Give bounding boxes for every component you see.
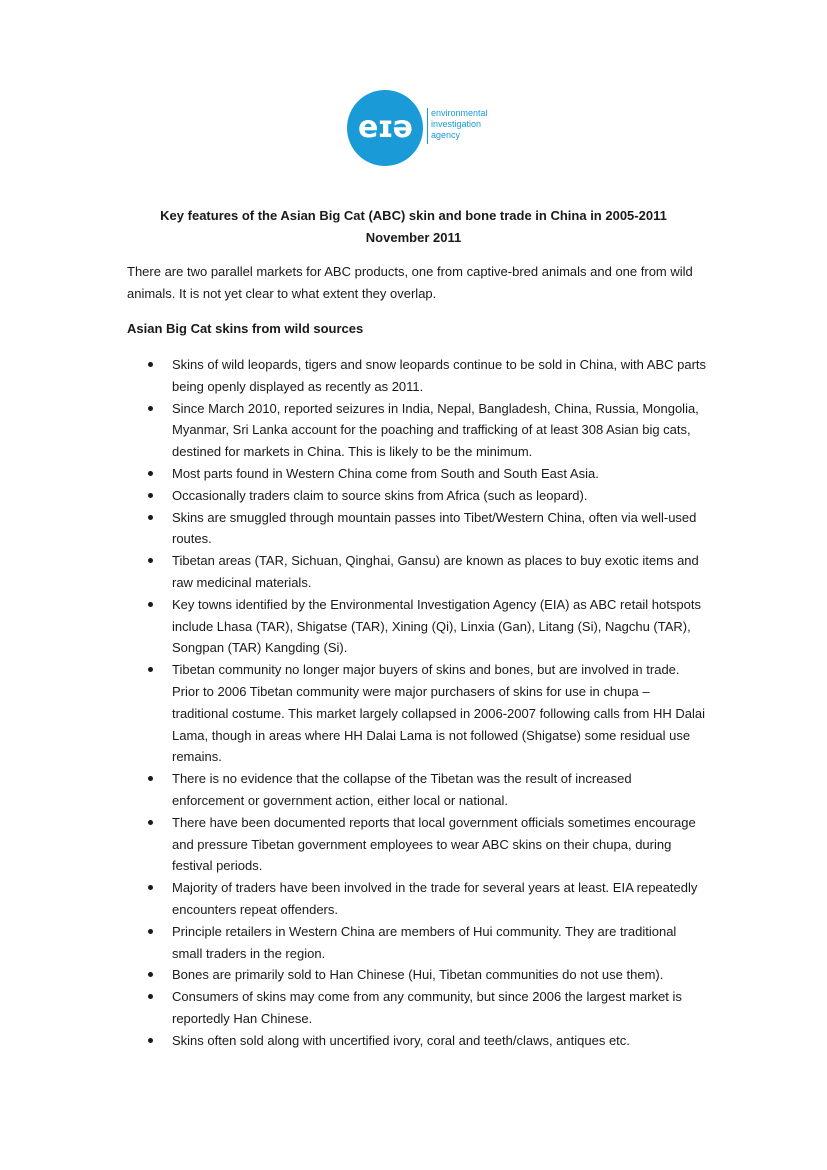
logo-line-2: investigation	[431, 119, 482, 129]
bullet-icon	[148, 994, 153, 999]
bullet-icon	[148, 515, 153, 520]
bullet-list	[127, 354, 707, 1052]
list-item-text: There have been documented reports that local government officials sometimes encourage and pressure Tibetan government employees to wear ABC skins on their chupa, during festival periods.	[172, 814, 696, 874]
bullet-icon	[148, 885, 153, 890]
list-item	[127, 877, 707, 921]
bullet-icon	[148, 362, 153, 367]
list-item-text: Key towns identified by the Environmental Investigation Agency (EIA) as ABC retail hotspots include Lhasa (TAR), Shigatse (TAR), Xining (Qi), Linxia (Gan), Litang (Si), Nagchu (TAR), Songpan (TAR) Kangding (Si).	[172, 596, 701, 656]
list-item-text: There is no evidence that the collapse of the Tibetan was the result of increased enforcement or government action, either local or national.	[172, 771, 632, 808]
list-item-text: Bones are primarily sold to Han Chinese (Hui, Tibetan communities do not use them).	[172, 967, 664, 983]
list-item-text: Tibetan community no longer major buyers of skins and bones, but are involved in trade. Prior to 2006 Tibetan community were major purchasers of skins for use in chupa – traditional costume. This market largely collapsed in 2006-2007 following calls from HH Dalai Lama, though in areas where HH Dalai Lama is not followed (Shigatse) some residual use remains.	[172, 662, 706, 765]
list-item-text: Skins of wild leopards, tigers and snow leopards continue to be sold in China, with ABC parts being openly displayed as recently as 2011.	[172, 357, 707, 394]
list-item-text: Consumers of skins may come from any community, but since 2006 the largest market is reportedly Han Chinese.	[172, 989, 682, 1026]
bullet-icon	[148, 1038, 153, 1043]
list-item	[127, 659, 707, 768]
list-item	[127, 964, 707, 986]
bullet-icon	[148, 602, 153, 607]
logo-divider	[427, 108, 428, 144]
section-heading: Asian Big Cat skins from wild sources	[127, 321, 364, 336]
document-title: Key features of the Asian Big Cat (ABC) skin and bone trade in China in 2005-2011	[160, 208, 667, 223]
list-item	[127, 986, 707, 1030]
eia-logo-mark: eɪə	[347, 90, 423, 166]
logo-line-3: agency	[431, 130, 461, 140]
bullet-icon	[148, 406, 153, 411]
list-item	[127, 768, 707, 812]
list-item	[127, 1030, 707, 1052]
list-item	[127, 507, 707, 551]
bullet-icon	[148, 471, 153, 476]
list-item-text: Skins are smuggled through mountain passes into Tibet/Western China, often via well-used routes.	[172, 509, 697, 547]
list-item-text: Principle retailers in Western China are members of Hui community. They are traditional small traders in the region.	[172, 923, 677, 961]
list-item	[127, 398, 707, 463]
bullet-icon	[148, 820, 153, 825]
list-item	[127, 812, 707, 877]
list-item-text: Since March 2010, reported seizures in India, Nepal, Bangladesh, China, Russia, Mongolia, Myanmar, Sri Lanka account for the poaching and trafficking of at least 308 Asian big cats, destined for markets in China. This is likely to be the minimum.	[172, 400, 699, 460]
bullet-icon	[148, 667, 153, 672]
intro-paragraph: There are two parallel markets for ABC products, one from captive-bred animals and one from wild animals. It is not yet clear to what extent they overlap.	[127, 264, 693, 301]
list-item-text: Most parts found in Western China come from South and South East Asia.	[172, 465, 599, 481]
list-item	[127, 550, 707, 594]
document-date: November 2011	[365, 230, 462, 245]
list-item	[127, 921, 707, 965]
bullet-icon	[148, 776, 153, 781]
list-item	[127, 594, 707, 659]
bullet-icon	[148, 929, 153, 934]
bullet-icon	[148, 558, 153, 563]
list-item	[127, 463, 707, 485]
list-item	[127, 485, 707, 507]
list-item-text: Tibetan areas (TAR, Sichuan, Qinghai, Gansu) are known as places to buy exotic items and raw medicinal materials.	[172, 553, 699, 590]
list-item-text: Occasionally traders claim to source skins from Africa (such as leopard).	[172, 487, 588, 503]
eia-logo-wordmark	[431, 108, 488, 141]
list-item-text: Majority of traders have been involved in the trade for several years at least. EIA repeatedly encounters repeat offenders.	[172, 880, 698, 917]
bullet-icon	[148, 972, 153, 977]
eia-logo	[347, 90, 487, 170]
list-item-text: Skins often sold along with uncertified ivory, coral and teeth/claws, antiques etc.	[172, 1032, 630, 1048]
logo-line-1: environmental	[431, 108, 488, 118]
bullet-icon	[148, 493, 153, 498]
list-item	[127, 354, 707, 398]
